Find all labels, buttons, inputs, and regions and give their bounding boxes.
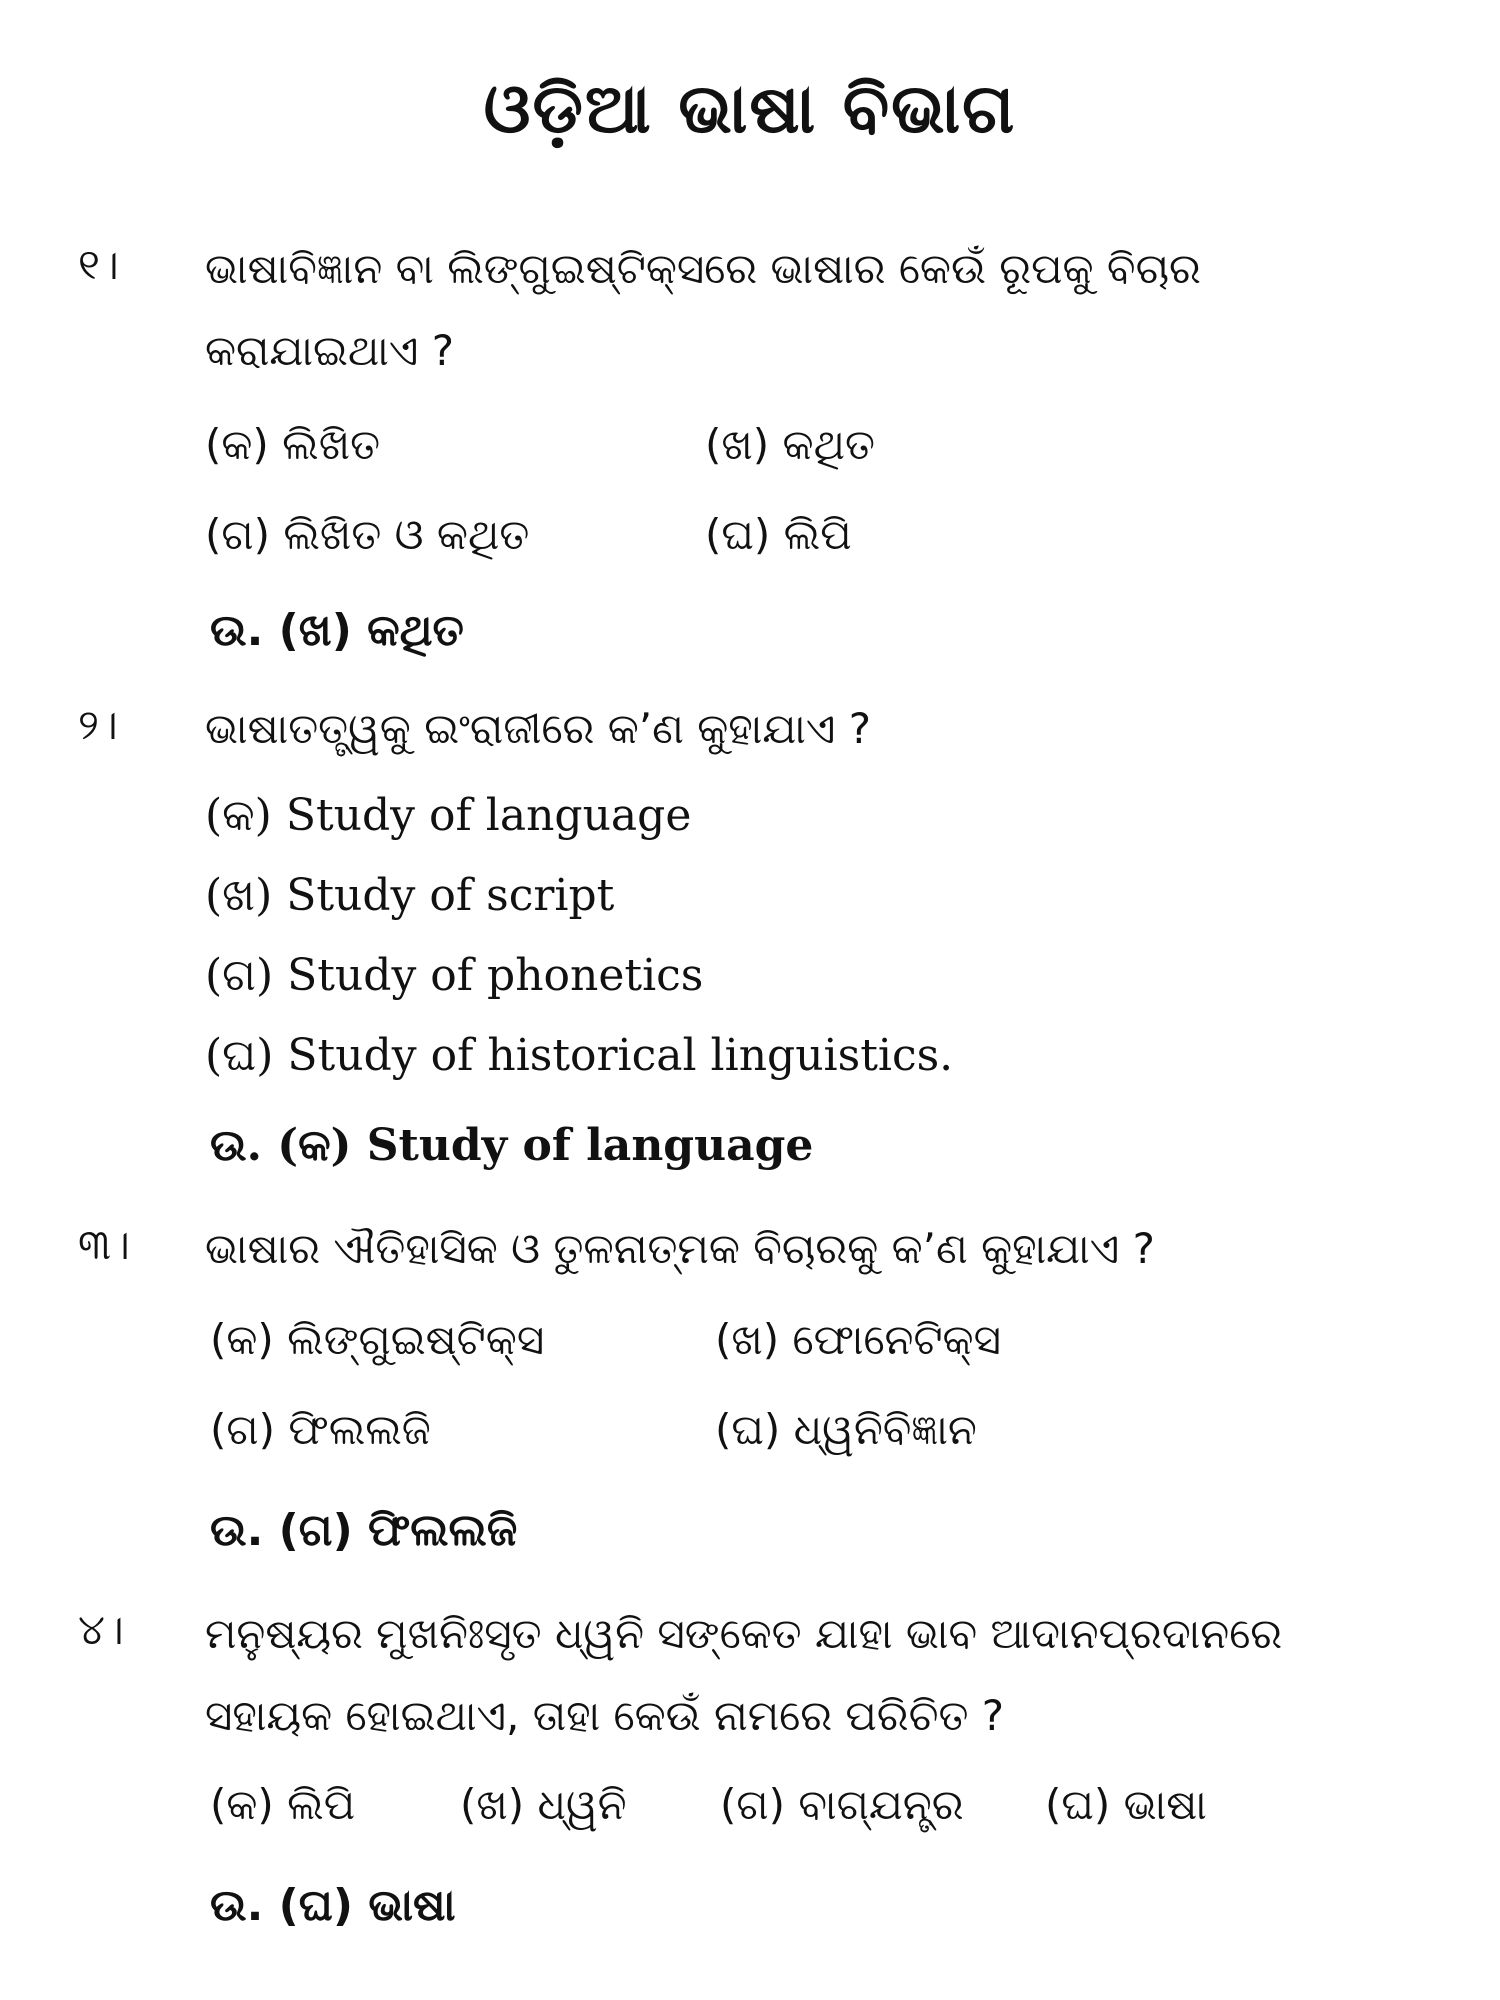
answer: ଉ. (ଗ) ଫିଲଲଜି [210,1505,518,1556]
answer: ଉ. (ଖ) କଥିତ [210,605,464,656]
question-text: ଭାଷାବିଜ୍ଞାନ ବା ଲିଙ୍ଗୁଇଷ୍ଟିକ୍ସରେ ଭାଷାର କେଉଁ ରୂପକୁ ବିଚାର କରାଯାଇଥାଏ ? [205,244,1201,375]
question-text: ଭାଷାର ଐତିହାସିକ ଓ ତୁଳନାତ୍ମକ ବିଚାରକୁ କ’ଣ କୁହାଯାଏ ? [205,1224,1155,1273]
option-ga: (ଗ) ଲିଖିତ ଓ କଥିତ [205,510,530,559]
option-kha: (ଖ) କଥିତ [705,420,875,469]
option-ga: (ଗ) ବାଗ୍‌ଯନ୍ତ୍ର [720,1780,964,1829]
option-ga: (ଗ) ଫିଲଲଜି [210,1405,431,1454]
option-kha: (ଖ) ଧ୍ୱନି [460,1780,627,1829]
option-ka: (କ) ଲିଖିତ [205,420,381,469]
option-gha: (ଘ) ଲିପି [705,510,852,559]
option-gha: (ଘ) ଭାଷା [1045,1780,1207,1829]
answer: ଉ. (ଘ) ଭାଷା [210,1880,456,1931]
question-text: ଭାଷାତତ୍ତ୍ୱକୁ ଇଂରାଜୀରେ କ’ଣ କୁହାଯାଏ ? [205,704,871,753]
option-ka: (କ) Study of language [205,790,692,841]
question-number: ୨। [78,700,118,749]
question-number: ୧। [78,240,119,289]
answer: ଉ. (କ) Study of language [210,1120,814,1171]
option-kha: (ଖ) ଫୋନେଟିକ୍ସ [715,1315,1001,1364]
question-number: ୩। [78,1220,130,1269]
option-ka: (କ) ଲିପି [210,1780,356,1829]
option-ka: (କ) ଲିଙ୍ଗୁଇଷ୍ଟିକ୍ସ [210,1315,545,1364]
option-ga: (ଗ) Study of phonetics [205,950,704,1001]
page-title: ଓଡ଼ିଆ ଭାଷା ବିଭାଗ [483,70,1017,149]
question-number: ୪। [78,1605,124,1654]
question-text: ମନୁଷ୍ୟର ମୁଖନିଃସୃତ ଧ୍ୱନି ସଙ୍କେତ ଯାହା ଭାବ ଆଦାନପ୍ରଦାନରେ ସହାୟକ ହୋଇଥାଏ, ତାହା କେଉଁ ନାମରେ ପରିଚିତ ? [205,1609,1283,1740]
option-gha: (ଘ) Study of historical linguistics. [205,1030,954,1081]
option-kha: (ଖ) Study of script [205,870,615,921]
option-gha: (ଘ) ଧ୍ୱନିବିଜ୍ଞାନ [715,1405,977,1454]
